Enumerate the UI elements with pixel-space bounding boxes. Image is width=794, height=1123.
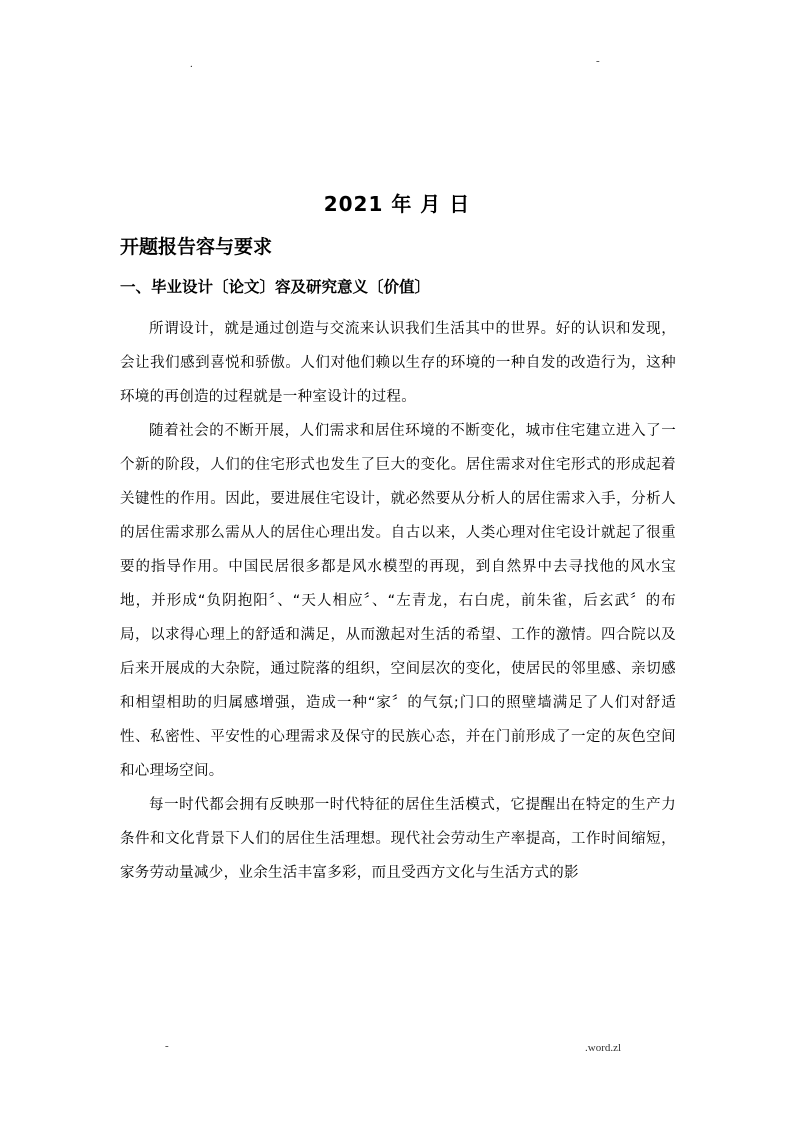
footer-left-mark: - [165,1040,169,1052]
date-line: 2021 年 月 日 [323,192,471,216]
footer-right-mark: .word.zl [585,1042,622,1054]
paragraph-1: 所谓设计，就是通过创造与交流来认识我们生活其中的世界。好的认识和发现，会让我们感到喜悦和骄傲。人们对他们赖以生存的环境的一种自发的改造行为，这种环境的再创造的过程就是一种室设计的过程。 [120,321,676,405]
body-text [120,312,676,890]
header-left-mark: . [190,58,193,70]
sub-heading: 一、毕业设计〔论文〕容及研究意义〔价值〕 [120,278,431,296]
paragraph-3: 每一时代都会拥有反映那一时代特征的居住生活模式，它提醒出在特定的生产力条件和文化背景下人们的居住生活理想。现代社会劳动生产率提高，工作时间缩短，家务劳动量减少，业余生活丰富多彩，而且受西方文化与生活方式的影 [120,797,676,881]
section-title: 开题报告容与要求 [120,236,273,258]
paragraph-2: 随着社会的不断开展，人们需求和居住环境的不断变化，城市住宅建立进入了一个新的阶段，人们的住宅形式也发生了巨大的变化。居住需求对住宅形式的形成起着关键性的作用。因此，要进展住宅设计，就必然要从分析人的居住需求入手，分析人的居住需求那么需从人的居住心理出发。自古以来，人类心理对住宅设计就起了很重要的指导作用。中国民居很多都是风水模型的再现，到自然界中去寻找他的风水宝地，并形成“负阴抱阳〞、“天人相应〞、“左青龙，右白虎，前朱雀，后玄武〞的布局，以求得心理上的舒适和满足，从而激起对生活的希望、工作的激情。四合院以及后来开展成的大杂院，通过院落的组织，空间层次的变化，使居民的邻里感、亲切感和相望相助的归属感增强，造成一种“家〞的气氛;门口的照壁墙满足了人们对舒适性、私密性、平安性的心理需求及保守的民族心态，并在门前形成了一定的灰色空间和心理场空间。 [120,423,676,779]
header-right-mark: - [596,55,600,67]
